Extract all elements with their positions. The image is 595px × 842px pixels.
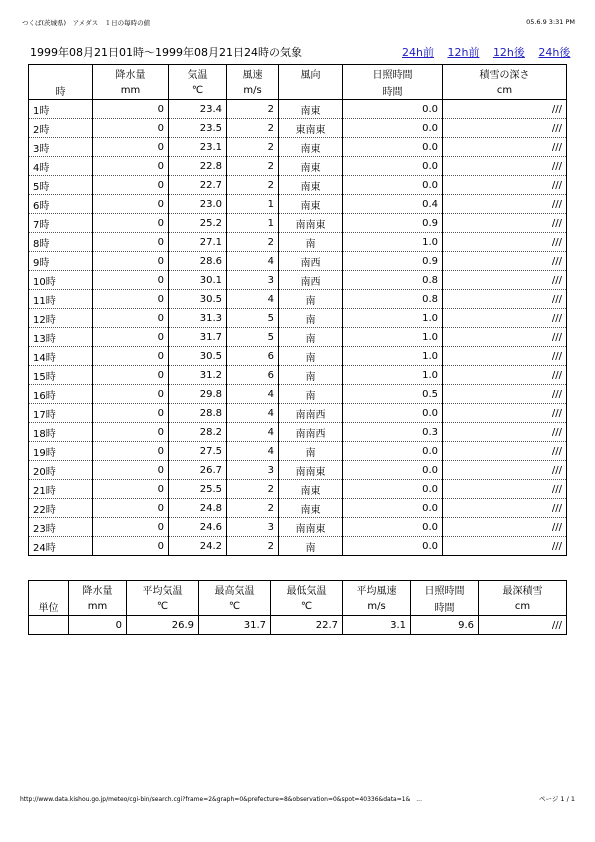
- table-cell: 0: [93, 176, 169, 195]
- table-cell: 27.1: [169, 233, 227, 252]
- print-footer-url: http://www.data.kishou.go.jp/meteo/cgi-bin/search.cgi?frame=2&graph=0&prefecture=8&observation=0&spot=40336&data=1& ...: [20, 796, 422, 803]
- table-cell: 15時: [29, 366, 93, 385]
- table-cell: 10時: [29, 271, 93, 290]
- summary-unit-row: [29, 598, 567, 616]
- table-row: [29, 309, 567, 328]
- table-row: [29, 461, 567, 480]
- table-cell: 24.2: [169, 537, 227, 556]
- column-header: [29, 65, 93, 83]
- summary-table: [28, 580, 567, 635]
- table-cell: 29.8: [169, 385, 227, 404]
- table-cell: 0.0: [343, 461, 443, 480]
- table-cell: 0.9: [343, 214, 443, 233]
- table-cell: 23.5: [169, 119, 227, 138]
- table-cell: 南東: [279, 195, 343, 214]
- table-cell: 0: [93, 157, 169, 176]
- table-cell: 7時: [29, 214, 93, 233]
- nav-12h-before-link[interactable]: 12h前: [447, 46, 480, 59]
- summary-value-cell: 26.9: [127, 616, 199, 635]
- table-cell: 南南東: [279, 518, 343, 537]
- table-cell: 23.4: [169, 100, 227, 119]
- table-cell: 25.5: [169, 480, 227, 499]
- table-cell: ///: [443, 442, 567, 461]
- print-footer-page: ページ 1 / 1: [538, 795, 575, 803]
- table-cell: 2: [227, 100, 279, 119]
- table-cell: 0.0: [343, 100, 443, 119]
- table-cell: 0: [93, 328, 169, 347]
- column-header: 風速: [227, 65, 279, 83]
- header-row: [29, 65, 567, 83]
- table-cell: 南西: [279, 271, 343, 290]
- table-row: [29, 328, 567, 347]
- table-cell: 0: [93, 404, 169, 423]
- summary-column-unit: 単位: [29, 598, 69, 616]
- summary-column-unit: m/s: [343, 598, 411, 616]
- table-cell: 南東: [279, 100, 343, 119]
- table-cell: 0: [93, 214, 169, 233]
- table-cell: ///: [443, 385, 567, 404]
- table-row: [29, 252, 567, 271]
- table-cell: ///: [443, 537, 567, 556]
- summary-column-unit: ℃: [271, 598, 343, 616]
- table-cell: 2: [227, 499, 279, 518]
- table-cell: 1時: [29, 100, 93, 119]
- table-row: [29, 480, 567, 499]
- table-cell: 22.8: [169, 157, 227, 176]
- table-cell: 南東: [279, 480, 343, 499]
- table-cell: 南東: [279, 499, 343, 518]
- table-cell: 13時: [29, 328, 93, 347]
- table-cell: ///: [443, 233, 567, 252]
- summary-column-header: 最高気温: [199, 581, 271, 599]
- table-cell: 0.0: [343, 119, 443, 138]
- period-navigation: [402, 44, 570, 60]
- table-cell: 6時: [29, 195, 93, 214]
- table-row: [29, 366, 567, 385]
- table-cell: 0: [93, 233, 169, 252]
- column-unit: m/s: [227, 82, 279, 100]
- table-cell: 6: [227, 347, 279, 366]
- table-cell: ///: [443, 214, 567, 233]
- table-cell: ///: [443, 176, 567, 195]
- table-cell: ///: [443, 480, 567, 499]
- table-cell: 0.0: [343, 176, 443, 195]
- table-cell: 南: [279, 233, 343, 252]
- table-cell: 0: [93, 100, 169, 119]
- table-cell: 3: [227, 461, 279, 480]
- column-unit: 時間: [343, 82, 443, 100]
- summary-column-unit: ℃: [199, 598, 271, 616]
- table-cell: 0: [93, 138, 169, 157]
- table-cell: 2時: [29, 119, 93, 138]
- table-row: [29, 195, 567, 214]
- table-cell: 1.0: [343, 309, 443, 328]
- table-row: [29, 100, 567, 119]
- summary-values-row: [29, 616, 567, 635]
- table-cell: 南西: [279, 252, 343, 271]
- table-cell: 0: [93, 290, 169, 309]
- summary-column-header: 日照時間: [411, 581, 479, 599]
- summary-column-header: [29, 581, 69, 599]
- table-cell: 4: [227, 404, 279, 423]
- table-cell: ///: [443, 328, 567, 347]
- table-cell: 0: [93, 347, 169, 366]
- table-cell: 16時: [29, 385, 93, 404]
- table-cell: 0: [93, 480, 169, 499]
- nav-24h-before-link[interactable]: 24h前: [402, 46, 434, 59]
- summary-column-header: 平均風速: [343, 581, 411, 599]
- summary-value-cell: 3.1: [343, 616, 411, 635]
- table-cell: 17時: [29, 404, 93, 423]
- table-cell: 0: [93, 366, 169, 385]
- table-cell: 0: [93, 423, 169, 442]
- nav-24h-after-link[interactable]: 24h後: [538, 46, 571, 59]
- table-cell: 南東: [279, 138, 343, 157]
- table-cell: 30.1: [169, 271, 227, 290]
- table-cell: 南南東: [279, 461, 343, 480]
- table-cell: 1.0: [343, 233, 443, 252]
- table-cell: 23.1: [169, 138, 227, 157]
- table-cell: 18時: [29, 423, 93, 442]
- table-cell: 19時: [29, 442, 93, 461]
- table-cell: 31.2: [169, 366, 227, 385]
- table-cell: 南南西: [279, 404, 343, 423]
- table-cell: 0: [93, 461, 169, 480]
- column-unit: mm: [93, 82, 169, 100]
- column-unit: [279, 82, 343, 100]
- table-cell: 0: [93, 385, 169, 404]
- table-cell: 8時: [29, 233, 93, 252]
- table-cell: 南: [279, 442, 343, 461]
- table-cell: 2: [227, 119, 279, 138]
- table-cell: 0.0: [343, 499, 443, 518]
- table-cell: 30.5: [169, 290, 227, 309]
- summary-column-unit: cm: [479, 598, 567, 616]
- table-cell: 5: [227, 328, 279, 347]
- table-cell: 6: [227, 366, 279, 385]
- table-cell: 0.0: [343, 404, 443, 423]
- unit-row: [29, 82, 567, 100]
- table-row: [29, 499, 567, 518]
- table-cell: ///: [443, 290, 567, 309]
- table-cell: ///: [443, 423, 567, 442]
- table-cell: 南: [279, 328, 343, 347]
- table-cell: 0: [93, 537, 169, 556]
- table-cell: 11時: [29, 290, 93, 309]
- table-cell: 24.8: [169, 499, 227, 518]
- table-cell: 2: [227, 157, 279, 176]
- table-cell: ///: [443, 138, 567, 157]
- table-cell: 20時: [29, 461, 93, 480]
- summary-value-cell: 31.7: [199, 616, 271, 635]
- summary-column-header: 降水量: [69, 581, 127, 599]
- table-row: [29, 442, 567, 461]
- table-cell: 22時: [29, 499, 93, 518]
- column-unit: cm: [443, 82, 567, 100]
- summary-value-cell: ///: [479, 616, 567, 635]
- print-header-title: つくば(茨城県) アメダス １日の毎時の値: [22, 19, 151, 27]
- table-cell: 24.6: [169, 518, 227, 537]
- table-cell: 0.0: [343, 442, 443, 461]
- table-cell: 0.8: [343, 271, 443, 290]
- table-cell: 0.0: [343, 518, 443, 537]
- table-cell: 4: [227, 423, 279, 442]
- column-header: 気温: [169, 65, 227, 83]
- table-cell: 0: [93, 499, 169, 518]
- table-row: [29, 157, 567, 176]
- table-cell: 4: [227, 290, 279, 309]
- table-cell: 0: [93, 442, 169, 461]
- table-cell: 23時: [29, 518, 93, 537]
- table-cell: ///: [443, 309, 567, 328]
- table-cell: 1.0: [343, 347, 443, 366]
- table-cell: 12時: [29, 309, 93, 328]
- table-cell: 26.7: [169, 461, 227, 480]
- summary-column-unit: ℃: [127, 598, 199, 616]
- table-cell: 2: [227, 480, 279, 499]
- table-cell: 21時: [29, 480, 93, 499]
- table-cell: 2: [227, 176, 279, 195]
- table-cell: ///: [443, 119, 567, 138]
- table-cell: 14時: [29, 347, 93, 366]
- table-cell: ///: [443, 157, 567, 176]
- summary-column-header: 最深積雪: [479, 581, 567, 599]
- table-cell: 0: [93, 271, 169, 290]
- table-cell: ///: [443, 347, 567, 366]
- table-cell: 27.5: [169, 442, 227, 461]
- table-cell: 南南西: [279, 423, 343, 442]
- table-cell: 1.0: [343, 328, 443, 347]
- table-cell: ///: [443, 518, 567, 537]
- table-row: [29, 423, 567, 442]
- table-cell: 0: [93, 309, 169, 328]
- column-header: 日照時間: [343, 65, 443, 83]
- table-cell: 25.2: [169, 214, 227, 233]
- column-unit: 時: [29, 82, 93, 100]
- table-cell: 0.0: [343, 138, 443, 157]
- table-cell: 2: [227, 138, 279, 157]
- table-cell: 東南東: [279, 119, 343, 138]
- table-cell: 31.7: [169, 328, 227, 347]
- table-cell: 28.2: [169, 423, 227, 442]
- column-unit: ℃: [169, 82, 227, 100]
- table-row: [29, 214, 567, 233]
- table-cell: ///: [443, 461, 567, 480]
- table-cell: 南: [279, 347, 343, 366]
- table-cell: 南南東: [279, 214, 343, 233]
- table-cell: 5時: [29, 176, 93, 195]
- column-header: 積雪の深さ: [443, 65, 567, 83]
- table-cell: 0.5: [343, 385, 443, 404]
- table-row: [29, 385, 567, 404]
- table-row: [29, 537, 567, 556]
- table-cell: ///: [443, 195, 567, 214]
- table-cell: 南東: [279, 157, 343, 176]
- table-cell: 南: [279, 309, 343, 328]
- print-header-datetime: 05.6.9 3:31 PM: [526, 18, 575, 26]
- table-cell: 4: [227, 252, 279, 271]
- table-cell: 9時: [29, 252, 93, 271]
- table-cell: 0.9: [343, 252, 443, 271]
- summary-value-cell: [29, 616, 69, 635]
- nav-12h-after-link[interactable]: 12h後: [492, 46, 525, 59]
- table-cell: 23.0: [169, 195, 227, 214]
- table-cell: 0.0: [343, 480, 443, 499]
- table-cell: 4: [227, 385, 279, 404]
- summary-column-unit: mm: [69, 598, 127, 616]
- table-cell: 1.0: [343, 366, 443, 385]
- table-row: [29, 138, 567, 157]
- table-cell: 0.0: [343, 157, 443, 176]
- table-cell: 30.5: [169, 347, 227, 366]
- table-cell: 南東: [279, 176, 343, 195]
- table-row: [29, 233, 567, 252]
- table-row: [29, 271, 567, 290]
- table-cell: 4時: [29, 157, 93, 176]
- table-cell: 0: [93, 119, 169, 138]
- hourly-table: [28, 64, 567, 556]
- table-cell: 0.8: [343, 290, 443, 309]
- table-cell: 24時: [29, 537, 93, 556]
- table-row: [29, 176, 567, 195]
- table-row: [29, 119, 567, 138]
- table-cell: 3: [227, 518, 279, 537]
- summary-column-header: 最低気温: [271, 581, 343, 599]
- column-header: 風向: [279, 65, 343, 83]
- table-cell: 3時: [29, 138, 93, 157]
- table-cell: ///: [443, 271, 567, 290]
- table-cell: 0.4: [343, 195, 443, 214]
- table-cell: 1: [227, 195, 279, 214]
- table-cell: 1: [227, 214, 279, 233]
- table-cell: 0: [93, 252, 169, 271]
- table-cell: 31.3: [169, 309, 227, 328]
- table-cell: 南: [279, 537, 343, 556]
- summary-value-cell: 0: [69, 616, 127, 635]
- table-cell: ///: [443, 366, 567, 385]
- summary-value-cell: 9.6: [411, 616, 479, 635]
- table-cell: ///: [443, 100, 567, 119]
- summary-column-header: 平均気温: [127, 581, 199, 599]
- table-cell: ///: [443, 252, 567, 271]
- table-row: [29, 404, 567, 423]
- table-cell: 南: [279, 385, 343, 404]
- table-cell: 2: [227, 233, 279, 252]
- table-row: [29, 518, 567, 537]
- column-header: 降水量: [93, 65, 169, 83]
- table-cell: 南: [279, 290, 343, 309]
- table-cell: 22.7: [169, 176, 227, 195]
- table-cell: 0: [93, 518, 169, 537]
- table-cell: 2: [227, 537, 279, 556]
- table-cell: 0.0: [343, 537, 443, 556]
- table-cell: 28.6: [169, 252, 227, 271]
- table-cell: 5: [227, 309, 279, 328]
- table-cell: ///: [443, 499, 567, 518]
- summary-value-cell: 22.7: [271, 616, 343, 635]
- table-cell: 南: [279, 366, 343, 385]
- table-cell: 28.8: [169, 404, 227, 423]
- table-row: [29, 290, 567, 309]
- summary-header-row: [29, 581, 567, 599]
- table-cell: 4: [227, 442, 279, 461]
- table-cell: 0: [93, 195, 169, 214]
- table-cell: 0.3: [343, 423, 443, 442]
- table-cell: 3: [227, 271, 279, 290]
- page-title: 1999年08月21日01時〜1999年08月21日24時の気象: [30, 46, 302, 59]
- table-cell: ///: [443, 404, 567, 423]
- table-row: [29, 347, 567, 366]
- summary-column-unit: 時間: [411, 598, 479, 616]
